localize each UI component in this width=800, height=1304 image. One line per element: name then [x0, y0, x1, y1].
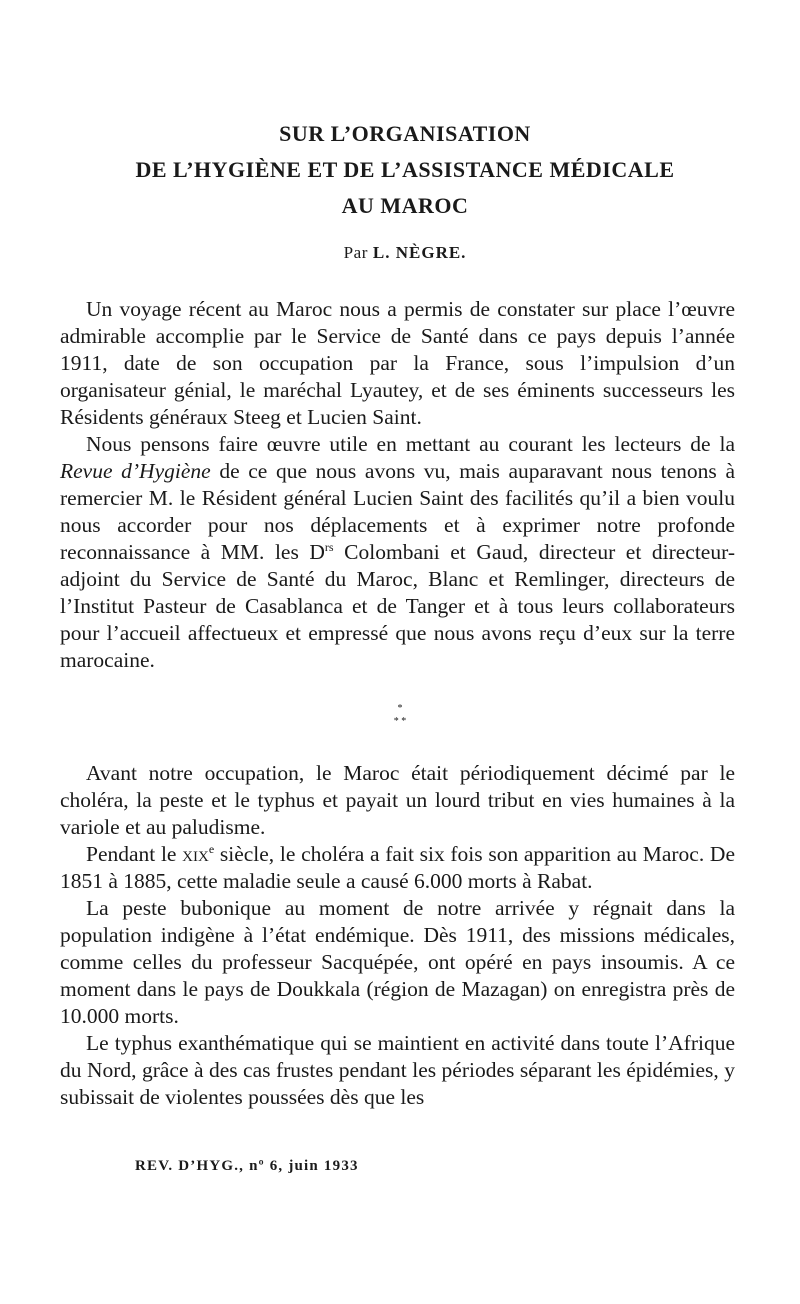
paragraph-occupation: Avant notre occupation, le Maroc était périodiquement décimé par le choléra, la peste et le typhus et payait un lourd tribut en vies humaines à la variole et au paludisme. [60, 761, 735, 839]
paragraph-plague: La peste bubonique au moment de notre arrivée y régnait dans la population indigène à l’état endémique. Dès 1911, des missions médicales, comme celles du professeur Sacquépée, ont opéré en pays insoumis. A ce moment dans le pays de Doukkala (région de Mazagan) on enregistra près de 10.000 morts. [60, 896, 735, 1028]
title-line-3: AU MAROC [341, 193, 469, 218]
thanks-text-end: Colombani et Gaud, directeur et directeur-adjoint du Service de Santé du Maroc, Blanc et Remlinger, directeurs de l’Institut Pasteur de Casablanca et de Tanger et à tous leurs collaborateurs pour l’accueil affectueux et empressé que nous avons reçu d’eux sur la terre marocaine. [60, 540, 735, 672]
page-footer-citation: REV. D’HYG., nº 6, juin 1933 [135, 1158, 359, 1174]
cholera-text-end: siècle, le choléra a fait six fois son apparition au Maroc. De 1851 à 1885, cette maladie seule a causé 6.000 morts à Rabat. [60, 842, 735, 893]
cholera-text-start: Pendant le [86, 842, 183, 866]
thanks-text-mid: de ce que nous avons vu, mais auparavant nous tenons à remercier M. le Résident général Lucien Saint des facilités qu’il a bien voulu nous accorder pour nos déplacements et à exprimer notre profonde reconnaissance à MM. les D [60, 459, 735, 564]
author-name: L. NÈGRE. [372, 243, 467, 262]
century-numeral: xix [182, 842, 209, 866]
title-line-2: DE L’HYGIÈNE ET DE L’ASSISTANCE MÉDICALE [135, 157, 675, 182]
intro-section [60, 296, 735, 674]
section-separator [0, 702, 800, 728]
author-prefix: Par [343, 243, 369, 262]
thanks-text-start: Nous pensons faire œuvre utile en mettant au courant les lecteurs de la [86, 432, 735, 456]
century-sup: e [208, 841, 215, 856]
paragraph-thanks [60, 431, 735, 674]
paragraph-cholera [60, 841, 735, 895]
history-section [60, 760, 735, 1111]
paragraph-voyage: Un voyage récent au Maroc nous a permis de constater sur place l’œuvre admirable accomplie par le Service de Santé dans ce pays depuis l’année 1911, date de son occupation par la France, sous l’impulsion d’un organisateur génial, le maréchal Lyautey, et de ses éminents successeurs les Résidents généraux Steeg et Lucien Saint. [60, 297, 735, 429]
journal-name: Revue d’Hygiène [60, 459, 211, 483]
doctors-abbrev-sup: rs [324, 539, 334, 554]
separator-stars-bottom: * * [393, 716, 407, 727]
separator-star-top: * [397, 703, 403, 714]
article-title [60, 116, 750, 224]
author-line [60, 243, 750, 263]
title-line-1: SUR L’ORGANISATION [279, 121, 531, 146]
paragraph-typhus: Le typhus exanthématique qui se maintient en activité dans toute l’Afrique du Nord, grâce à des cas frustes pendant les périodes séparant les épidémies, y subissait de violentes poussées dès que les [60, 1031, 735, 1109]
